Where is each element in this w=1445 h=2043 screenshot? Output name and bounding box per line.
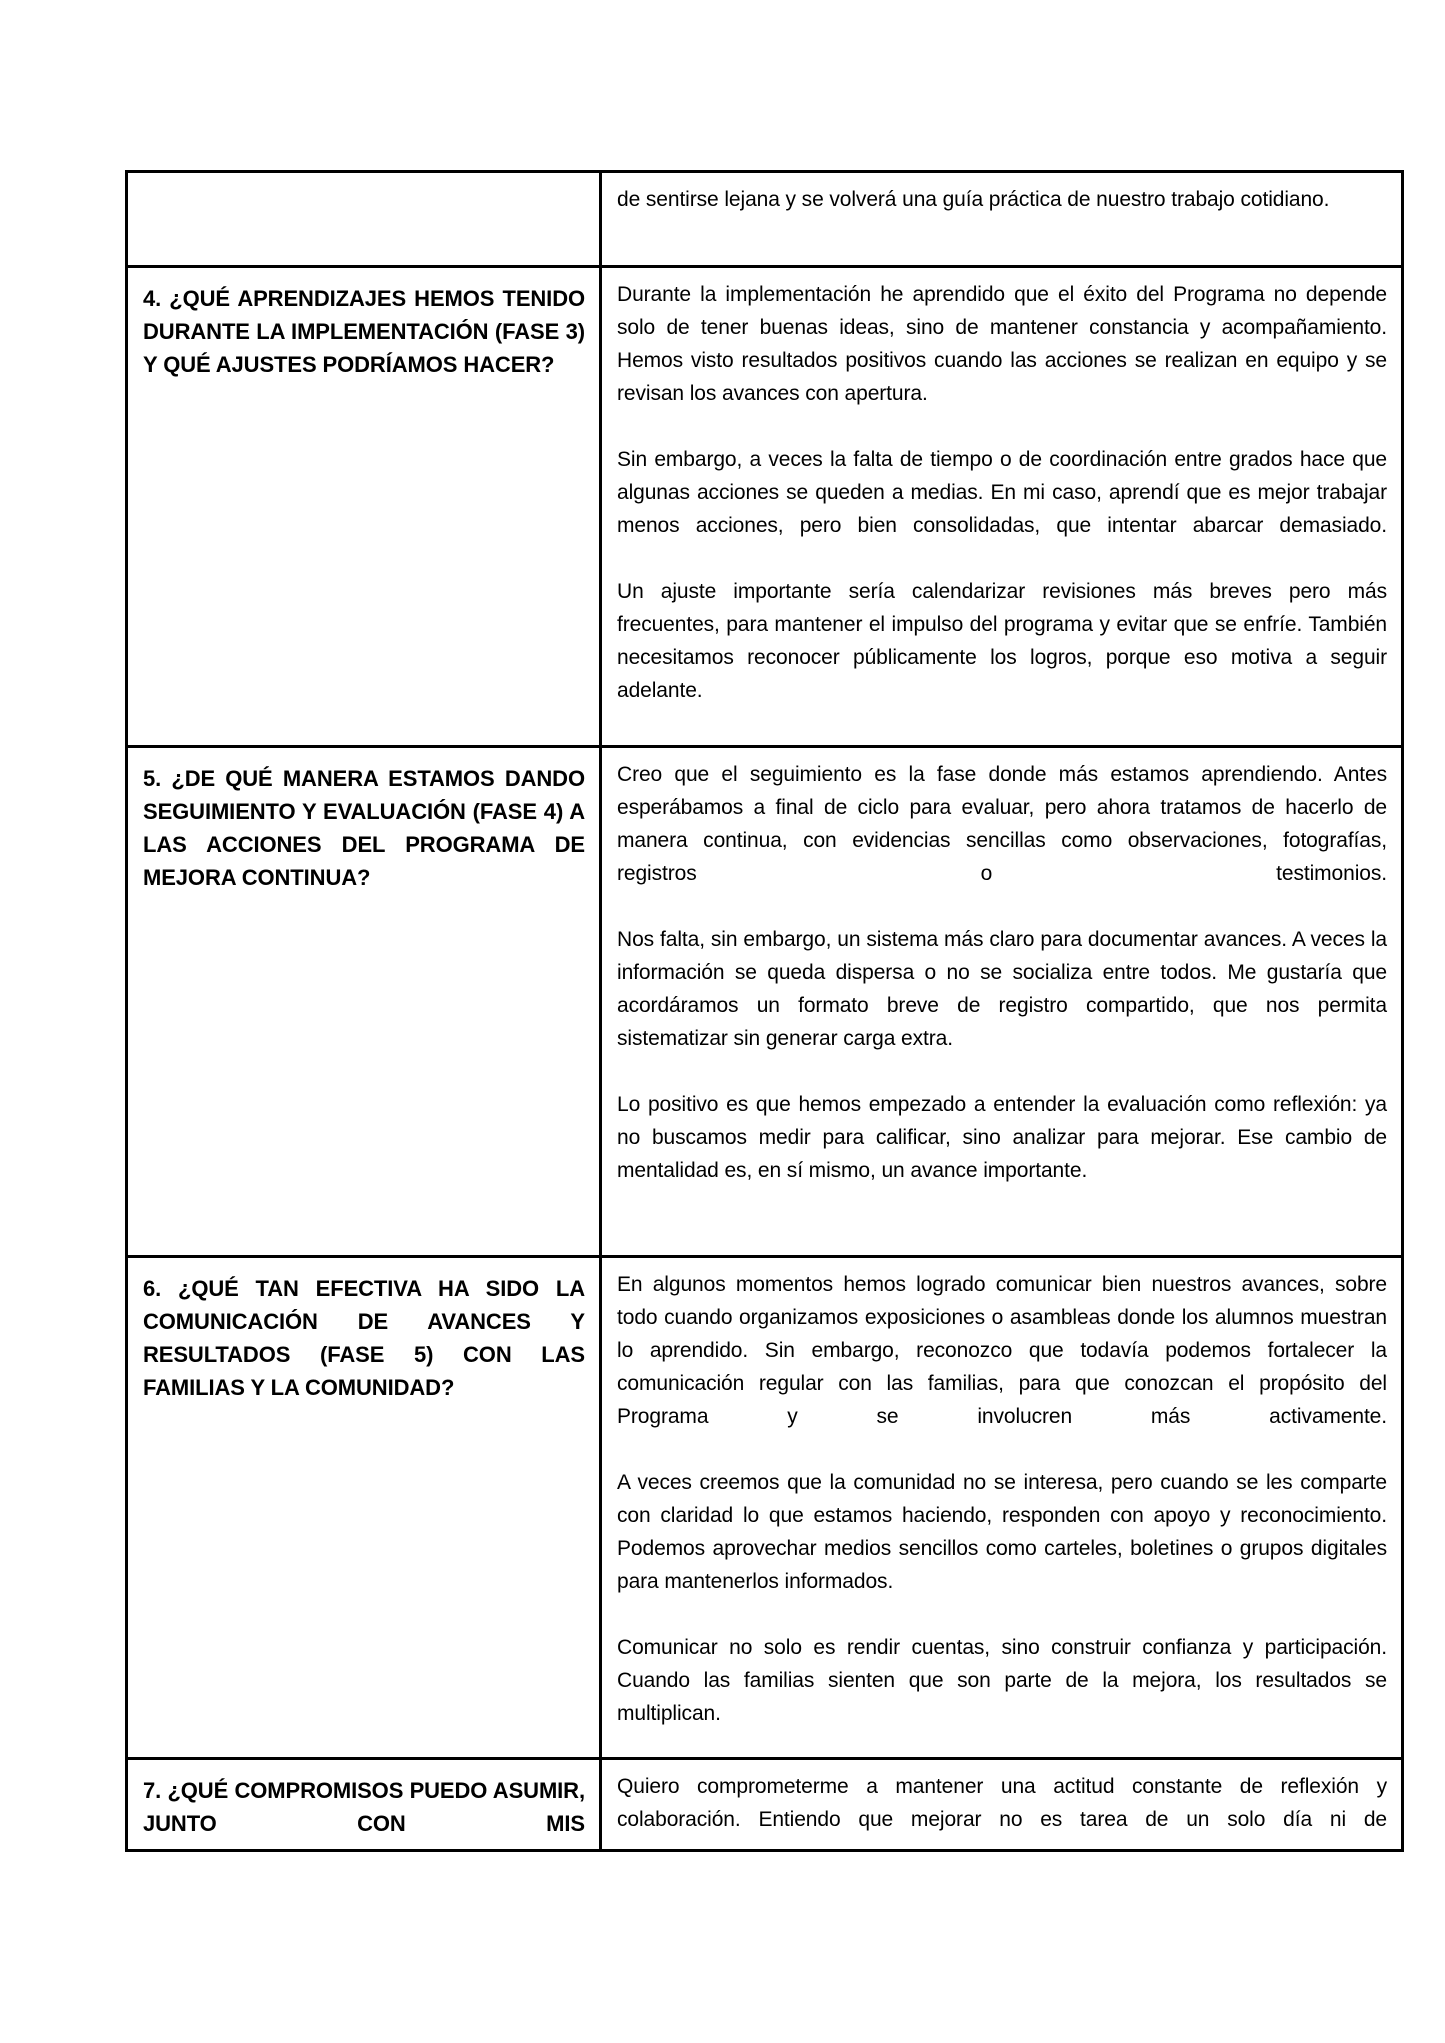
answer-paragraph: Durante la implementación he aprendido que el éxito del Programa no depende solo de tener buenas ideas, sino de mantener constancia y acompañamiento. Hemos visto resultados positivos cuando las acciones se realizan en equipo y se revisan los avances con apertura. <box>617 283 1387 405</box>
question-text: 5. ¿DE QUÉ MANERA ESTAMOS DANDO SEGUIMIENTO Y EVALUACIÓN (FASE 4) A LAS ACCIONES DEL PROGRAMA DE MEJORA CONTINUA? <box>143 766 585 890</box>
table-row <box>127 1257 1403 1759</box>
question-cell <box>127 747 601 1257</box>
answer-cell <box>601 1759 1403 1851</box>
answer-paragraph: Sin embargo, a veces la falta de tiempo o de coordinación entre grados hace que algunas acciones se queden a medias. En mi caso, aprendí que es mejor trabajar menos acciones, pero bien consolidadas, que intentar abarcar demasiado. <box>617 448 1387 537</box>
answer-paragraph: Creo que el seguimiento es la fase donde más estamos aprendiendo. Antes esperábamos a final de ciclo para evaluar, pero ahora tratamos de hacerlo de manera continua, con evidencias sencillas como observaciones, fotografías, registros o testimonios. <box>617 763 1387 885</box>
answer-cell <box>601 747 1403 1257</box>
question-text: 6. ¿QUÉ TAN EFECTIVA HA SIDO LA COMUNICACIÓN DE AVANCES Y RESULTADOS (FASE 5) CON LAS FAMILIAS Y LA COMUNIDAD? <box>143 1276 585 1400</box>
answer-paragraph: Nos falta, sin embargo, un sistema más claro para documentar avances. A veces la información se queda dispersa o no se socializa entre todos. Me gustaría que acordáramos un formato breve de registro compartido, que nos permita sistematizar sin generar carga extra. <box>617 928 1387 1050</box>
answer-cell <box>601 1257 1403 1759</box>
answer-paragraph: En algunos momentos hemos logrado comunicar bien nuestros avances, sobre todo cuando organizamos exposiciones o asambleas donde los alumnos muestran lo aprendido. Sin embargo, reconozco que todavía podemos fortalecer la comunicación regular con las familias, para que conozcan el propósito del Programa y se involucren más activamente. <box>617 1273 1387 1428</box>
answer-cell <box>601 267 1403 747</box>
reflection-table <box>125 170 1404 1852</box>
question-cell <box>127 1759 601 1851</box>
answer-paragraph: Lo positivo es que hemos empezado a entender la evaluación como reflexión: ya no buscamos medir para calificar, sino analizar para mejorar. Ese cambio de mentalidad es, en sí mismo, un avance importante. <box>617 1093 1387 1182</box>
answer-paragraph: A veces creemos que la comunidad no se interesa, pero cuando se les comparte con claridad lo que estamos haciendo, responden con apoyo y reconocimiento. Podemos aprovechar medios sencillos como carteles, boletines o grupos digitales para mantenerlos informados. <box>617 1471 1387 1593</box>
question-cell <box>127 267 601 747</box>
table-row <box>127 747 1403 1257</box>
table-row <box>127 172 1403 267</box>
answer-paragraph: Comunicar no solo es rendir cuentas, sino construir confianza y participación. Cuando las familias sienten que son parte de la mejora, los resultados se multiplican. <box>617 1636 1387 1725</box>
answer-paragraph: de sentirse lejana y se volverá una guía práctica de nuestro trabajo cotidiano. <box>617 188 1330 211</box>
table-row <box>127 267 1403 747</box>
table-row <box>127 1759 1403 1851</box>
answer-paragraph: Un ajuste importante sería calendarizar revisiones más breves pero más frecuentes, para mantener el impulso del programa y evitar que se enfríe. También necesitamos reconocer públicamente los logros, porque eso motiva a seguir adelante. <box>617 580 1387 702</box>
answer-paragraph: Quiero comprometerme a mantener una actitud constante de reflexión y colaboración. Entiendo que mejorar no es tarea de un solo día ni de <box>617 1775 1387 1831</box>
question-cell <box>127 1257 601 1759</box>
question-text: 7. ¿QUÉ COMPROMISOS PUEDO ASUMIR, JUNTO CON MIS <box>143 1778 585 1836</box>
question-text: 4. ¿QUÉ APRENDIZAJES HEMOS TENIDO DURANTE LA IMPLEMENTACIÓN (FASE 3) Y QUÉ AJUSTES PODRÍAMOS HACER? <box>143 286 585 377</box>
answer-cell <box>601 172 1403 267</box>
question-cell <box>127 172 601 267</box>
